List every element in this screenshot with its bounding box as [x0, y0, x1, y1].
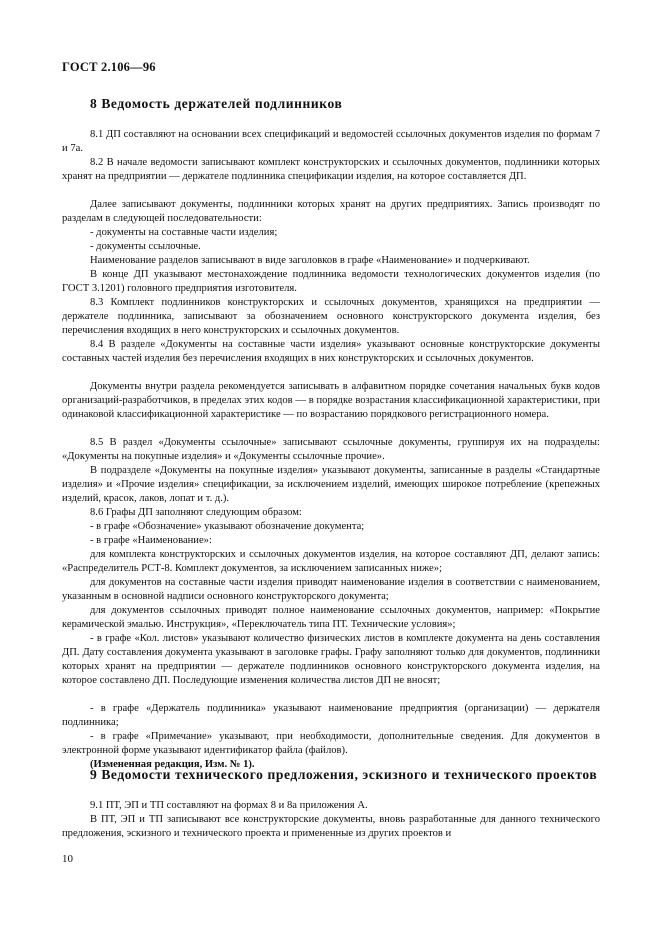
paragraph-alphabetical-order: Документы внутри раздела рекомендуется записывать в алфавитном порядке сочетания начальных букв кодов организаций-разработчиков, в пределах этих кодов — в порядке возрастания классификационной характеристики, при одинаковой классификационной характеристике — по возрастанию порядкового регистрационного номера. [62, 381, 600, 420]
amendment-note: (Измененная редакция, Изм. № 1). [90, 759, 255, 770]
paragraph-note: - в графе «Примечание» указывают, при необходимости, дополнительные сведения. Для документов в электронной форме указывают идентификатор файла (файлов). [62, 731, 600, 756]
paragraph-reference-docs: для документов ссылочных приводят полное наименование ссылочных документов, например: «Покрытие керамической эмалью. Инструкция», «Переключатель типа ПТ. Технические условия»; [62, 605, 600, 630]
section-9-heading: 9 Ведомости технического предложения, эскизного и технического проектов [90, 767, 598, 782]
list-item-reference-docs: - документы ссылочные. [90, 241, 201, 252]
list-item-name: - в графе «Наименование»: [90, 535, 212, 546]
paragraph-purchased-items: В подразделе «Документы на покупные изделия» указывают документы, записанные в разделы «Стандартные изделия» и «Прочие изделия» спецификации, за исключением изделий, имеющих широкое потребление (крепежных изделий, красок, лаков, лопат и т. д.). [62, 465, 600, 504]
section-9-body [62, 799, 600, 841]
page-number: 10 [62, 853, 73, 865]
paragraph-dp-end: В конце ДП указывают местонахождение подлинника ведомости технологических документов изделия (по ГОСТ 3.1201) головного предприятия изготовителя. [62, 269, 600, 294]
section-8-body [62, 128, 600, 772]
paragraph-component-docs: для документов на составные части изделия приводят наименование изделия в соответствии с наименованием, указанным в основной надписи основного конструкторского документа; [62, 577, 600, 602]
paragraph-8-2-continued: Далее записывают документы, подлинники которых хранят на других предприятиях. Запись производят по разделам в следующей последовательности: [62, 199, 600, 224]
document-code-header: ГОСТ 2.106—96 [62, 60, 156, 74]
paragraph-holder: - в графе «Держатель подлинника» указывают наименование предприятия (организации) — держателя подлинника; [62, 703, 600, 728]
paragraph-8-1: 8.1 ДП составляют на основании всех спецификаций и ведомостей ссылочных документов изделия по формам 7 и 7а. [62, 129, 600, 154]
paragraph-8-6: 8.6 Графы ДП заполняют следующим образом: [90, 507, 302, 518]
paragraph-8-4: 8.4 В разделе «Документы на составные части изделия» указывают основные конструкторские документы составных частей изделия без перечисления входящих в них конструкторских и ссылочных документов. [62, 339, 600, 364]
paragraph-complete-set: для комплекта конструкторских и ссылочных документов изделия, на которое составляют ДП, делают запись: «Распределитель РСТ-8. Комплект документов, за исключением записанных ниже»; [62, 549, 600, 574]
paragraph-section-names: Наименование разделов записывают в виде заголовков в графе «Наименование» и подчеркивают. [90, 255, 530, 266]
paragraph-8-5: 8.5 В раздел «Документы ссылочные» записывают ссылочные документы, группируя их на подразделы: «Документы на покупные изделия» и «Документы ссылочные прочие». [62, 437, 600, 462]
paragraph-sheet-count: - в графе «Кол. листов» указывают количество физических листов в комплекте документа на день составления ДП. Дату составления документа указывают в заголовке графы. Графу заполняют только для документов, подлинники которых хранят на предприятии — держателе подлинников основного конструкторского документа изделия, на которое составлено ДП. Последующие изменения количества листов ДП не вносят; [62, 633, 600, 686]
paragraph-8-2: 8.2 В начале ведомости записывают комплект конструкторских и ссылочных документов, подлинники которых хранят на предприятии — держателе подлинника спецификации изделия, на которое составляется ДП. [62, 157, 600, 182]
list-item-components: - документы на составные части изделия; [90, 227, 278, 238]
list-item-designation: - в графе «Обозначение» указывают обозначение документа; [90, 521, 365, 532]
paragraph-9-1-continued: В ПТ, ЭП и ТП записывают все конструкторские документы, вновь разработанные для данного технического предложения, эскизного и технического проекта и примененные из других проектов и [62, 814, 600, 839]
paragraph-9-1: 9.1 ПТ, ЭП и ТП составляют на формах 8 и 8а приложения А. [90, 800, 368, 811]
paragraph-8-3: 8.3 Комплект подлинников конструкторских и ссылочных документов, хранящихся на предприятии — держателе подлинника, записывают за обозначением основного конструкторского документа изделия, без перечисления входящих в него конструкторских и ссылочных документов. [62, 297, 600, 336]
section-8-heading: 8 Ведомость держателей подлинников [90, 96, 343, 111]
